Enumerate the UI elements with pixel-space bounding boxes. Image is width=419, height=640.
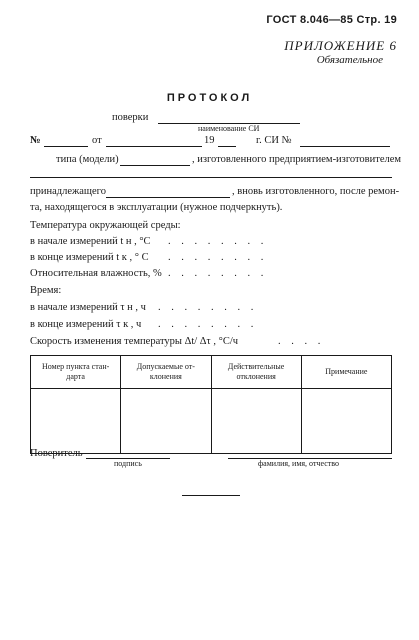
verifier-label: Поверитель [30,448,83,459]
end-temp-label: в конце измерений t к , ° С [30,252,149,263]
year-field[interactable] [218,146,236,147]
table-cell[interactable] [211,389,301,454]
type-field[interactable] [120,165,190,166]
table-cell[interactable] [301,389,391,454]
col-header-note: Примечание [301,356,391,389]
manufacturer-field[interactable] [30,177,392,178]
col-header-allowed-deviation: Допускаемые от-клонения [121,356,211,389]
fio-caption: фамилия, имя, отчество [258,459,339,468]
appendix-status: Обязательное [316,54,383,66]
date-label: от [92,135,102,146]
start-time-dots: . . . . . . . . [158,302,258,313]
date-field[interactable] [106,146,202,147]
table-cell[interactable] [121,389,211,454]
appendix-label: ПРИЛОЖЕНИЕ 6 [284,38,397,53]
start-temp-label: в начале измерений t н , °С [30,236,151,247]
results-table [30,355,392,454]
document-header: ГОСТ 8.046—85 Стр. 19 [266,14,397,26]
owner-label: принадлежащего [30,186,106,197]
si-number-field[interactable] [300,146,390,147]
divider [182,495,240,496]
in-use-label: та, находящегося в эксплуатации (нужное подчеркнуть). [30,202,283,213]
si-number-label: г. СИ № [256,135,292,146]
end-time-dots: . . . . . . . . [158,319,258,330]
si-name-caption: наименование СИ [198,124,260,133]
number-label: № [30,135,41,146]
time-heading: Время: [30,285,62,296]
owner-field[interactable] [106,197,230,198]
year-label: 19 [204,135,215,146]
end-temp-dots: . . . . . . . . [168,252,268,263]
start-temp-dots: . . . . . . . . [168,236,268,247]
poverki-label: поверки [112,112,149,123]
humidity-dots: . . . . . . . . [168,268,268,279]
rate-label: Скорость изменения температуры Δt/ Δτ , °С/ч [30,336,239,347]
col-header-standard-item: Номер пункта стан-дарта [31,356,121,389]
signature-caption: подпись [114,459,142,468]
manufacturer-label: , изготовленного предприятием-изготовителем [192,154,402,165]
humidity-label: Относительная влажность, % [30,268,162,279]
number-field[interactable] [44,146,88,147]
env-temp-heading: Температура окружающей среды: [30,220,181,231]
end-time-label: в конце измерений τ к , ч [30,319,142,330]
table-cell[interactable] [31,389,121,454]
col-header-actual-deviation: Действительные отклонения [211,356,301,389]
type-label: типа (модели) [56,154,119,165]
page-title: ПРОТОКОЛ [166,92,253,104]
newly-label: , вновь изготовленного, после ремон- [232,186,400,197]
rate-dots: . . . . [278,336,325,347]
start-time-label: в начале измерений τ н , ч [30,302,146,313]
